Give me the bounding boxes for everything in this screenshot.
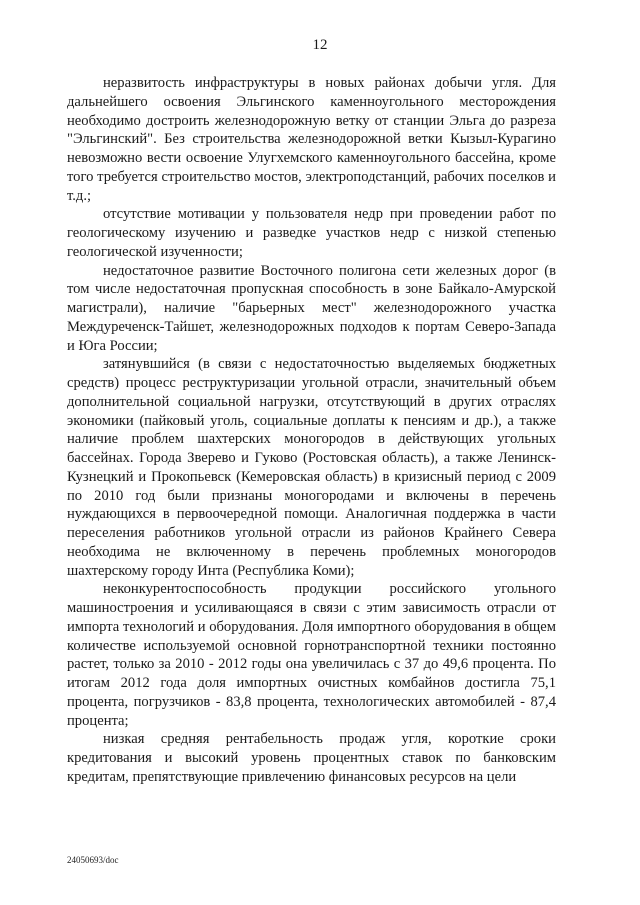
- body-text: [67, 74, 556, 787]
- footer-document-code: 24050693/doc: [67, 855, 119, 865]
- paragraph-infrastructure: неразвитость инфраструктуры в новых районах добычи угля. Для дальнейшего освоения Эльгинского каменноугольного месторождения необходимо достроить железнодорожную ветку от станции Эльга до разреза "Эльгинский". Без строительства железнодорожной ветки Кызыл-Курагино невозможно вести освоение Улугхемского каменноугольного бассейна, кроме того требуется строительство мостов, электроподстанций, рабочих поселков и т.д.;: [67, 75, 556, 204]
- paragraph-profitability: низкая средняя рентабельность продаж угля, короткие сроки кредитования и высокий уровень процентных ставок по банковским кредитам, препятствующие привлечению финансовых ресурсов на цели: [67, 731, 556, 785]
- paragraph-machinery: неконкурентоспособность продукции российского угольного машиностроения и усиливающаяся в связи с этим зависимость отрасли от импорта технологий и оборудования. Доля импортного оборудования в общем количестве используемой основной горнотранспортной техники постоянно растет, только за 2010 - 2012 годы она увеличилась с 37 до 49,6 процента. По итогам 2012 года доля импортных очистных комбайнов достигла 75,1 процента, погрузчиков - 83,8 процента, технологических автомобилей - 87,4 процента;: [67, 581, 556, 729]
- paragraph-railways: недостаточное развитие Восточного полигона сети железных дорог (в том числе недостаточная пропускная способность в зоне Байкало-Амурской магистрали), наличие "барьерных мест" железнодорожного участка Междуреченск-Тайшет, железнодорожных подходов к портам Северо-Запада и Юга России;: [67, 262, 556, 354]
- paragraph-restructuring: затянувшийся (в связи с недостаточностью выделяемых бюджетных средств) процесс реструктуризации угольной отрасли, значительный объем дополнительной социальной нагрузки, отсутствующий в других отраслях экономики (пайковый уголь, социальные доплаты к пенсиям и др.), а также наличие проблем шахтерских моногородов в действующих угольных бассейнах. Города Зверево и Гуково (Ростовская область), а также Ленинск-Кузнецкий и Прокопьевск (Кемеровская область) в кризисный период с 2009 по 2010 год были признаны моногородами и включены в перечень нуждающихся в первоочередной помощи. Аналогичная поддержка в части переселения работников угольной отрасли из районов Крайнего Севера необходима не включенному в перечень проблемных моногородов шахтерскому городу Инта (Республика Коми);: [67, 356, 556, 579]
- paragraph-motivation: отсутствие мотивации у пользователя недр при проведении работ по геологическому изучению и разведке участков недр с низкой степенью геологической изученности;: [67, 206, 556, 260]
- page-number: 12: [312, 37, 328, 53]
